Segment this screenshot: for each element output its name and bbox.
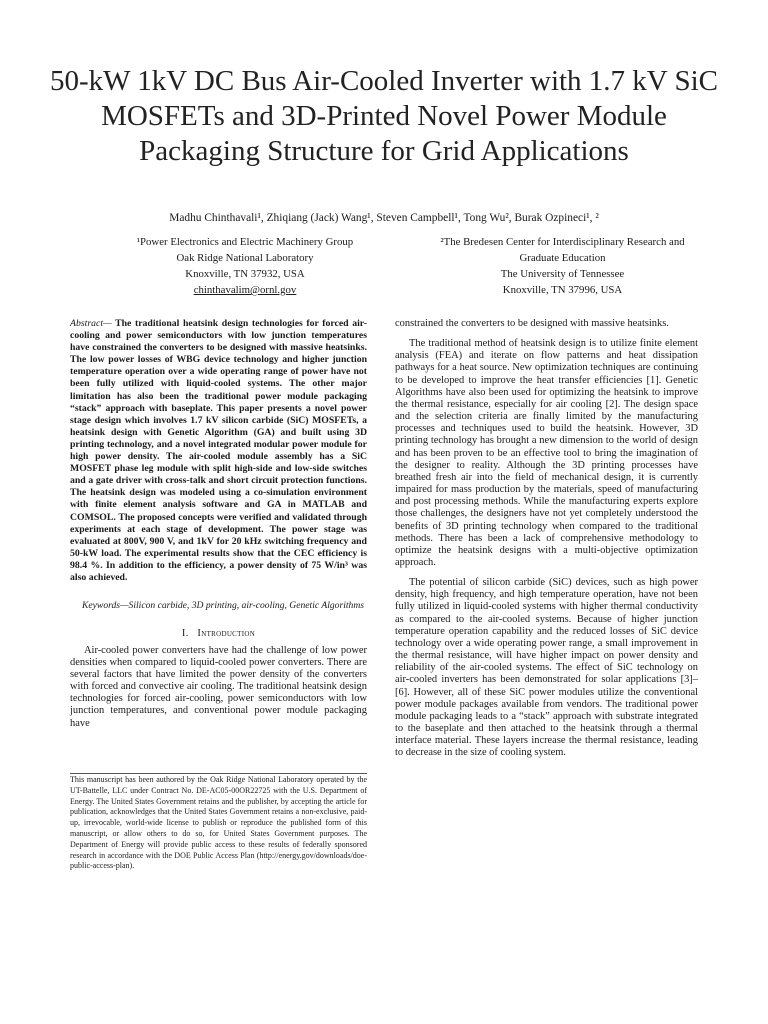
footnote-divider: [70, 773, 367, 774]
affiliation-line: Knoxville, TN 37996, USA: [502, 284, 623, 296]
paper-title: 50-kW 1kV DC Bus Air-Cooled Inverter with 1.7 kV SiC MOSFETs and 3D-Printed Novel Power Module Packaging Structure for Grid Applications: [49, 65, 719, 167]
right-column: [395, 318, 698, 759]
keywords: Keywords—Silicon carbide, 3D printing, air-cooling, Genetic Algorithms: [82, 600, 365, 612]
affiliation-utk: [390, 234, 735, 298]
affiliation-ornl: [95, 234, 395, 298]
body-paragraph: The traditional method of heatsink design is to utilize finite element analysis (FEA) and iterate on flow patterns and heat dissipation pathways for a heat source. New optimization techniques are continuing to be developed to improve the heat transfer efficiencies [1]. Genetic Algorithms have also been used for optimizing the heatsink to improve the thermal resistance, especially for air cooling [2]. The design space and the selection criteria are finally limited by the manufacturing processes and techniques used to build the heatsink. However, 3D printing technology has brought a new dimension to the world of design and has been proven to be an effective tool to bring the imagination of the designer to reality. Although the 3D printing processes have breathed fresh air into the field of mechanical design, it is currently impaired for mass production by the materials, speed of manufacturing and post processing methods. While the manufacturing experts explore those challenges, the designers have not yet completely understood the benefits of 3D printing technology when compared to the traditional methods. There has been a lack of comprehensive methodology to optimize the heatsink designs with a multi-objective optimization approach.: [395, 338, 698, 568]
introduction-paragraph: Air-cooled power converters have had the challenge of low power densities when compared to liquid-cooled power converters. There are several factors that have limited the power density of the converters with forced and convective air cooling. The traditional heatsink design technologies for forced air-cooling, power semiconductors with low junction temperatures, and conventional power module packaging have: [70, 644, 367, 729]
author-list: Madhu Chinthavali¹, Zhiqiang (Jack) Wang¹, Steven Campbell¹, Tong Wu², Burak Ozpineci¹, ²: [169, 212, 599, 224]
affiliation-line: The University of Tennessee: [500, 268, 625, 280]
section-number: I.: [181, 627, 189, 639]
abstract-text: The traditional heatsink design technologies for forced air-cooling and power semiconductors with low junction temperatures have constrained the converters to be designed with massive heatsinks. The low power losses of WBG device technology and higher junction temperature operation over a wide operating range of power have not been fully utilized with liquid-cooled systems. The other major limitation has also been the traditional power module packaging “stack” approach with baseplate. This paper presents a novel power stage design which involves 1.7 kV silicon carbide (SiC) MOSFETs, a heatsink design with Genetic Algorithm (GA) and built using 3D printing technology, and a novel integrated modular power module for high power density. The air-cooled module assembly has a SiC MOSFET phase leg module with split high-side and low-side switches and a gate driver with cross-talk and short circuit protection functions. The heatsink design was modeled using a co-simulation environment with finite element analysis software and GA in MATLAB and COMSOL. The proposed concepts were verified and validated through experiments at each stage of development. The power stage was evaluated at 800V, 900 V, and 1kV for 20 kHz switching frequency and 50-kW load. The experimental results show that the CEC efficiency is 98.4 %. In addition to the efficiency, a power density of 75 W/in³ was also achieved.: [70, 318, 367, 583]
affiliation-line: ²The Bredesen Center for Interdisciplinary Research and: [440, 236, 685, 248]
abstract-label: Abstract—: [70, 318, 112, 329]
body-paragraph: The potential of silicon carbide (SiC) devices, such as high power density, high frequency, and high temperature operation, have not been fully utilized in liquid-cooled systems with higher thermal conductivity as compared to the air-cooled systems. Because of higher junction temperature operation capability and the reduced losses of SiC device technology over a wide operating power range, a small improvement in the thermal resistance, will have higher impact on power density and reliability of the air-cooled systems. The effect of SiC technology on air-cooled inverters has been demonstrated for solar applications [3]–[6]. However, all of these SiC power modules utilize the conventional power module packages available from vendors. The traditional power module packaging leads to a “stack” approach with substrate integrated to the baseplate and then attached to the heatsink through a thermal interface material. These layers increase the thermal resistance, leading to decrease in the size of cooling system.: [395, 577, 698, 759]
affiliation-line: ¹Power Electronics and Electric Machinery Group: [136, 236, 354, 248]
abstract: [70, 318, 367, 584]
section-heading: [70, 627, 367, 641]
author-email-link[interactable]: chinthavalim@ornl.gov: [193, 284, 297, 296]
footnote: This manuscript has been authored by the Oak Ridge National Laboratory operated by the UT-Battelle, LLC under Contract No. DE-AC05-00OR22725 with the U.S. Department of Energy. The United States Government retains and the publisher, by accepting the article for publication, acknowledges that the United States Government retains a non-exclusive, paid-up, irrevocable, world-wide license to publish or reproduce the published form of this manuscript, or allow others to do so, for United States Government purposes. The Department of Energy will provide public access to these results of federally sponsored research in accordance with the DOE Public Access Plan (http://energy.gov/downloads/doe-public-access-plan).: [70, 775, 367, 871]
affiliation-line: Graduate Education: [519, 252, 606, 264]
body-paragraph: constrained the converters to be designed with massive heatsinks.: [395, 318, 669, 329]
left-column: [70, 318, 367, 730]
affiliation-line: Knoxville, TN 37932, USA: [185, 268, 305, 280]
section-title: Introduction: [197, 627, 256, 639]
affiliation-line: Oak Ridge National Laboratory: [176, 252, 314, 264]
